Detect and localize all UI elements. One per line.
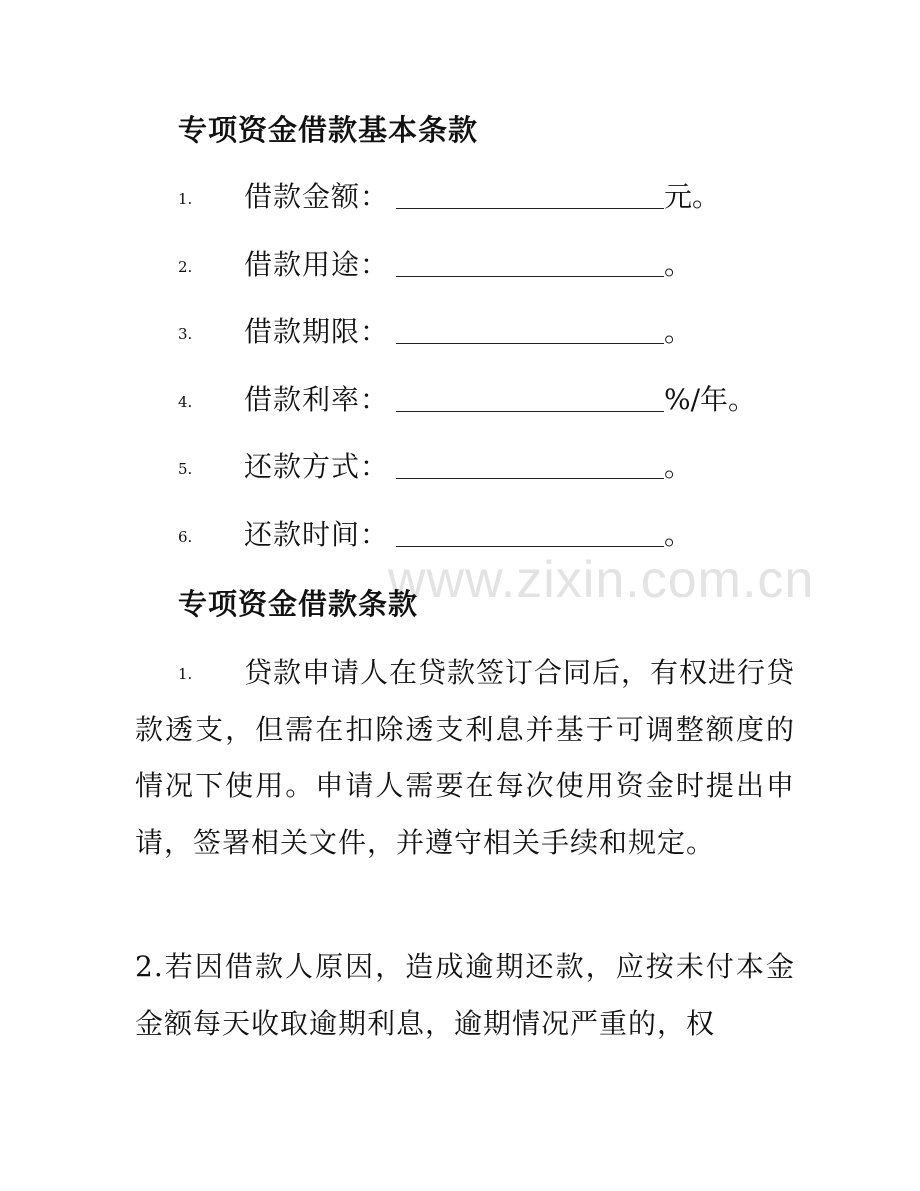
section-title-basic-terms: 专项资金借款基本条款 xyxy=(178,113,479,147)
term-suffix: 。 xyxy=(664,315,693,348)
term-number: 4. xyxy=(178,393,193,411)
term-number: 5. xyxy=(178,460,193,478)
clause-paragraph-2: 2.若因借款人原因，造成逾期还款，应按未付本金金额每天收取逾期利息，逾期情况严重的，权 xyxy=(135,950,795,1040)
fill-in-blank[interactable] xyxy=(396,478,664,479)
section-title-loan-clauses: 专项资金借款条款 xyxy=(178,587,419,621)
term-label: 还款方式： xyxy=(244,450,390,483)
fill-in-blank[interactable] xyxy=(396,343,664,344)
term-number: 1. xyxy=(178,190,193,208)
fill-in-blank[interactable] xyxy=(396,411,664,412)
term-loan-purpose xyxy=(0,245,920,285)
term-loan-amount xyxy=(0,177,920,217)
term-number: 6. xyxy=(178,528,193,546)
term-loan-rate xyxy=(0,380,920,420)
term-label: 借款用途： xyxy=(244,248,390,281)
term-suffix: 元。 xyxy=(664,180,721,213)
term-label: 还款时间： xyxy=(244,518,390,551)
term-repayment-time xyxy=(0,515,920,555)
clause-paragraph-1: 贷款申请人在贷款签订合同后，有权进行贷款透支，但需在扣除透支利息并基于可调整额度的情况下使用。申请人需要在每次使用资金时提出申请，签署相关文件，并遵守相关手续和规定。 xyxy=(135,656,796,859)
term-suffix: 。 xyxy=(664,518,693,551)
term-suffix: 。 xyxy=(664,248,693,281)
term-number: 3. xyxy=(178,325,193,343)
term-loan-period xyxy=(0,312,920,352)
clause-number: 1. xyxy=(178,665,193,683)
term-number: 2. xyxy=(178,258,193,276)
term-label: 借款利率： xyxy=(244,383,390,416)
term-repayment-method xyxy=(0,447,920,487)
watermark: www.zixin.com.cn xyxy=(388,551,815,609)
term-suffix: %/年。 xyxy=(664,383,757,416)
term-label: 借款期限： xyxy=(244,315,390,348)
term-suffix: 。 xyxy=(664,450,693,483)
term-label: 借款金额： xyxy=(244,180,390,213)
fill-in-blank[interactable] xyxy=(396,546,664,547)
fill-in-blank[interactable] xyxy=(396,208,664,209)
fill-in-blank[interactable] xyxy=(396,276,664,277)
